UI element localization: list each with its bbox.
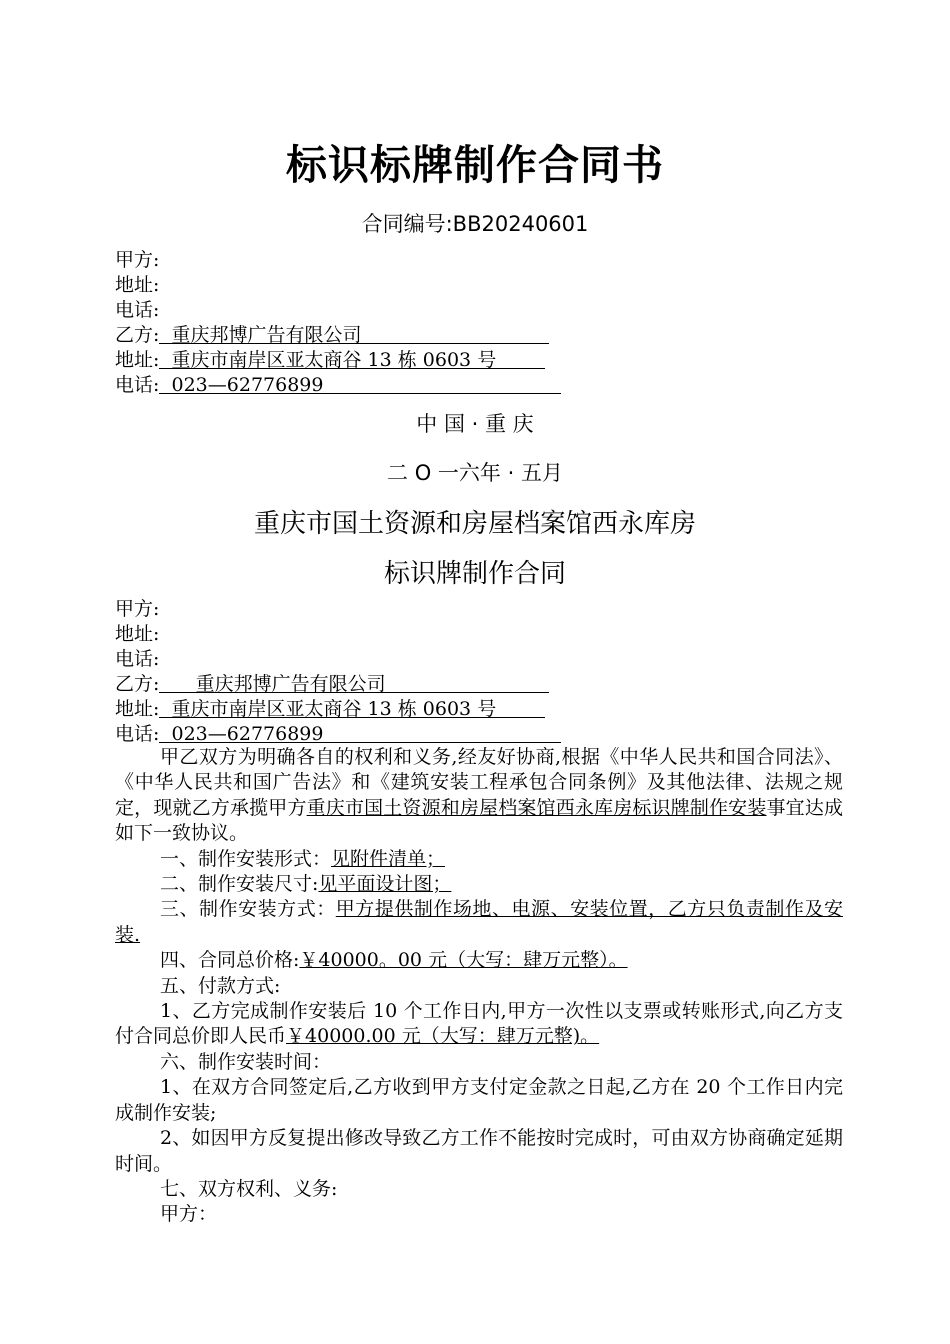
project-name: 重庆市国土资源和房屋档案馆西永库房标识牌制作安装 (306, 796, 767, 819)
address-b: 地址: 重庆市南岸区亚太商谷 13 栋 0603 号 (115, 697, 843, 722)
address-a: 地址: (115, 623, 160, 645)
cover-party-info (115, 248, 843, 398)
document-title: 标识标牌制作合同书 (286, 141, 664, 189)
intro-paragraph: 甲乙双方为明确各自的权利和义务,经友好协商,根据《中华人民共和国合同法》、《中华人民共和国广告法》和《建筑安装工程承包合同条例》及其他法律、法规之规定，现就乙方承揽甲方重庆市国土资源和房屋档案馆西永库房标识牌制作安装事宜达成如下一致协议。 (115, 746, 843, 845)
clause-6-1: 1、在双方合同签定后,乙方收到甲方支付定金款之日起,乙方在 20 个工作日内完成制作安装; (115, 1076, 843, 1124)
clause-1: 一、制作安装形式：见附件清单； (160, 847, 446, 870)
cover-phone-b-value: 023—62776899 (171, 374, 324, 396)
clause-5-1: 1、乙方完成制作安装后 10 个工作日内,甲方一次性以支票或转账形式,向乙方支付合同总价即人民币￥40000.00 元（大写：肆万元整)。 (115, 1000, 843, 1048)
contract-party-info (115, 597, 843, 747)
address-b-value: 重庆市南岸区亚太商谷 13 栋 0603 号 (171, 698, 497, 720)
date-line: 二 O 一六年 · 五月 (387, 461, 563, 485)
subtitle-line-2: 标识牌制作合同 (383, 559, 566, 589)
clause-4: 四、合同总价格:￥40000。00 元（大写：肆万元整）。 (160, 949, 628, 972)
place-line: 中 国 · 重 庆 (416, 412, 534, 436)
cover-address-a: 地址: (115, 274, 160, 296)
cover-address-b-value: 重庆市南岸区亚太商谷 13 栋 0603 号 (171, 349, 497, 371)
clause-3: 三、制作安装方式：甲方提供制作场地、电源、安装位置，乙方只负责制作及安装. (115, 898, 843, 946)
party-b: 乙方: 重庆邦博广告有限公司 (115, 672, 843, 697)
phone-a: 电话: (115, 648, 160, 670)
cover-party-b: 乙方: 重庆邦博广告有限公司 (115, 323, 843, 348)
clause-7: 七、双方权利、义务: (160, 1177, 338, 1200)
cover-address-b: 地址: 重庆市南岸区亚太商谷 13 栋 0603 号 (115, 348, 843, 373)
cover-phone-a: 电话: (115, 299, 160, 321)
contract-body (115, 745, 843, 1228)
cover-party-b-value: 重庆邦博广告有限公司 (171, 324, 362, 346)
cover-phone-b: 电话: 023—62776899 (115, 373, 843, 398)
clause-5: 五、付款方式: (160, 974, 281, 997)
clause-7-party-a: 甲方： (160, 1203, 218, 1226)
party-b-value: 重庆邦博广告有限公司 (195, 673, 386, 695)
party-a: 甲方: (115, 598, 160, 620)
clause-6: 六、制作安装时间： (160, 1050, 332, 1073)
clause-6-2: 2、如因甲方反复提出修改导致乙方工作不能按时完成时，可由双方协商确定延期时间。 (115, 1127, 843, 1175)
contract-number: 合同编号:BB20240601 (361, 212, 589, 236)
clause-2: 二、制作安装尺寸:见平面设计图； (160, 873, 452, 896)
cover-party-a: 甲方: (115, 249, 160, 271)
subtitle-line-1: 重庆市国土资源和房屋档案馆西永库房 (253, 509, 696, 539)
phone-b: 电话: 023—62776899 (115, 722, 843, 747)
phone-b-value: 023—62776899 (171, 723, 324, 745)
